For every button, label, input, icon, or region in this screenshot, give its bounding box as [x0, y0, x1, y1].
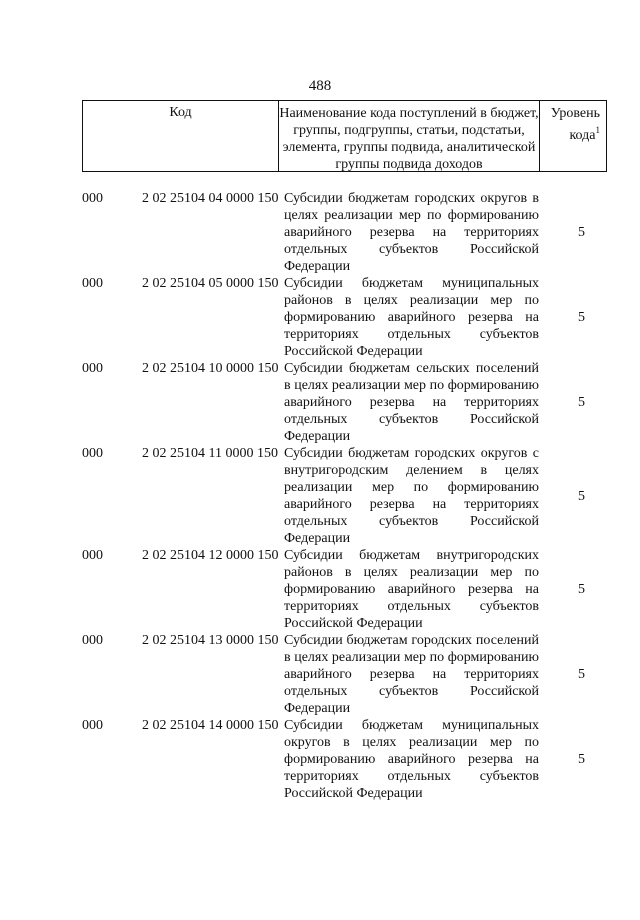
code-level: 5	[578, 488, 585, 504]
income-name: Субсидии бюджетам городских поселений в целях реализации мер по формированию аварийного резерва на территориях отдельных субъектов Российской Федерации	[284, 633, 539, 716]
income-code: 2 02 25104 12 0000 150	[142, 548, 279, 563]
header-level-label: Уровень кода	[550, 106, 600, 143]
income-code: 2 02 25104 10 0000 150	[142, 361, 279, 376]
code-level: 5	[578, 752, 585, 767]
income-name: Субсидии бюджетам муниципальных районов в целях реализации мер по формированию аварийного резерва на территориях отдельных субъектов Российской Федерации	[284, 276, 539, 359]
table-row	[0, 190, 640, 275]
page-number: 488	[308, 78, 332, 94]
admin-code: 000	[82, 633, 103, 648]
admin-code: 000	[82, 548, 103, 563]
admin-code: 000	[82, 718, 103, 733]
code-level: 5	[578, 582, 585, 597]
table-row	[0, 717, 640, 802]
header-level-footnote: 1	[595, 125, 600, 135]
income-name: Субсидии бюджетам сельских поселений в целях реализации мер по формированию аварийного резерва на территориях отдельных субъектов Российской Федерации	[284, 361, 539, 444]
income-code: 2 02 25104 14 0000 150	[142, 718, 279, 733]
code-level: 5	[578, 310, 585, 325]
table-header	[82, 100, 607, 172]
income-name: Субсидии бюджетам городских округов в целях реализации мер по формированию аварийного резерва на территориях отдельных субъектов Российской Федерации	[284, 191, 539, 274]
table-row	[0, 360, 640, 445]
admin-code: 000	[82, 446, 103, 461]
table-row	[0, 445, 640, 547]
income-code: 2 02 25104 11 0000 150	[142, 446, 278, 461]
admin-code: 000	[82, 191, 103, 206]
income-name: Субсидии бюджетам городских округов с внутригородским делением в целях реализации мер по формированию аварийного резерва на территориях отдельных субъектов Российской Федерации	[284, 446, 539, 546]
table-row	[0, 547, 640, 632]
table-body	[0, 190, 640, 802]
code-level: 5	[578, 667, 585, 682]
header-code: Код	[82, 101, 278, 171]
income-name: Субсидии бюджетам муниципальных округов в целях реализации мер по формированию аварийного резерва на территориях отдельных субъектов Российской Федерации	[284, 718, 539, 801]
header-name: Наименование кода поступлений в бюджет, группы, подгруппы, статьи, подстатьи, элемента, группы подвида, аналитической группы подвида доходов	[278, 101, 540, 171]
income-code: 2 02 25104 05 0000 150	[142, 276, 279, 291]
header-level	[540, 101, 607, 171]
table-row	[0, 632, 640, 717]
admin-code: 000	[82, 276, 103, 291]
income-code: 2 02 25104 04 0000 150	[142, 191, 279, 206]
income-code: 2 02 25104 13 0000 150	[142, 633, 279, 648]
code-level: 5	[578, 225, 585, 240]
income-name: Субсидии бюджетам внутригородских районов в целях реализации мер по формированию аварийного резерва на территориях отдельных субъектов Российской Федерации	[284, 548, 539, 631]
code-level: 5	[578, 395, 585, 410]
admin-code: 000	[82, 361, 103, 376]
table-row	[0, 275, 640, 360]
